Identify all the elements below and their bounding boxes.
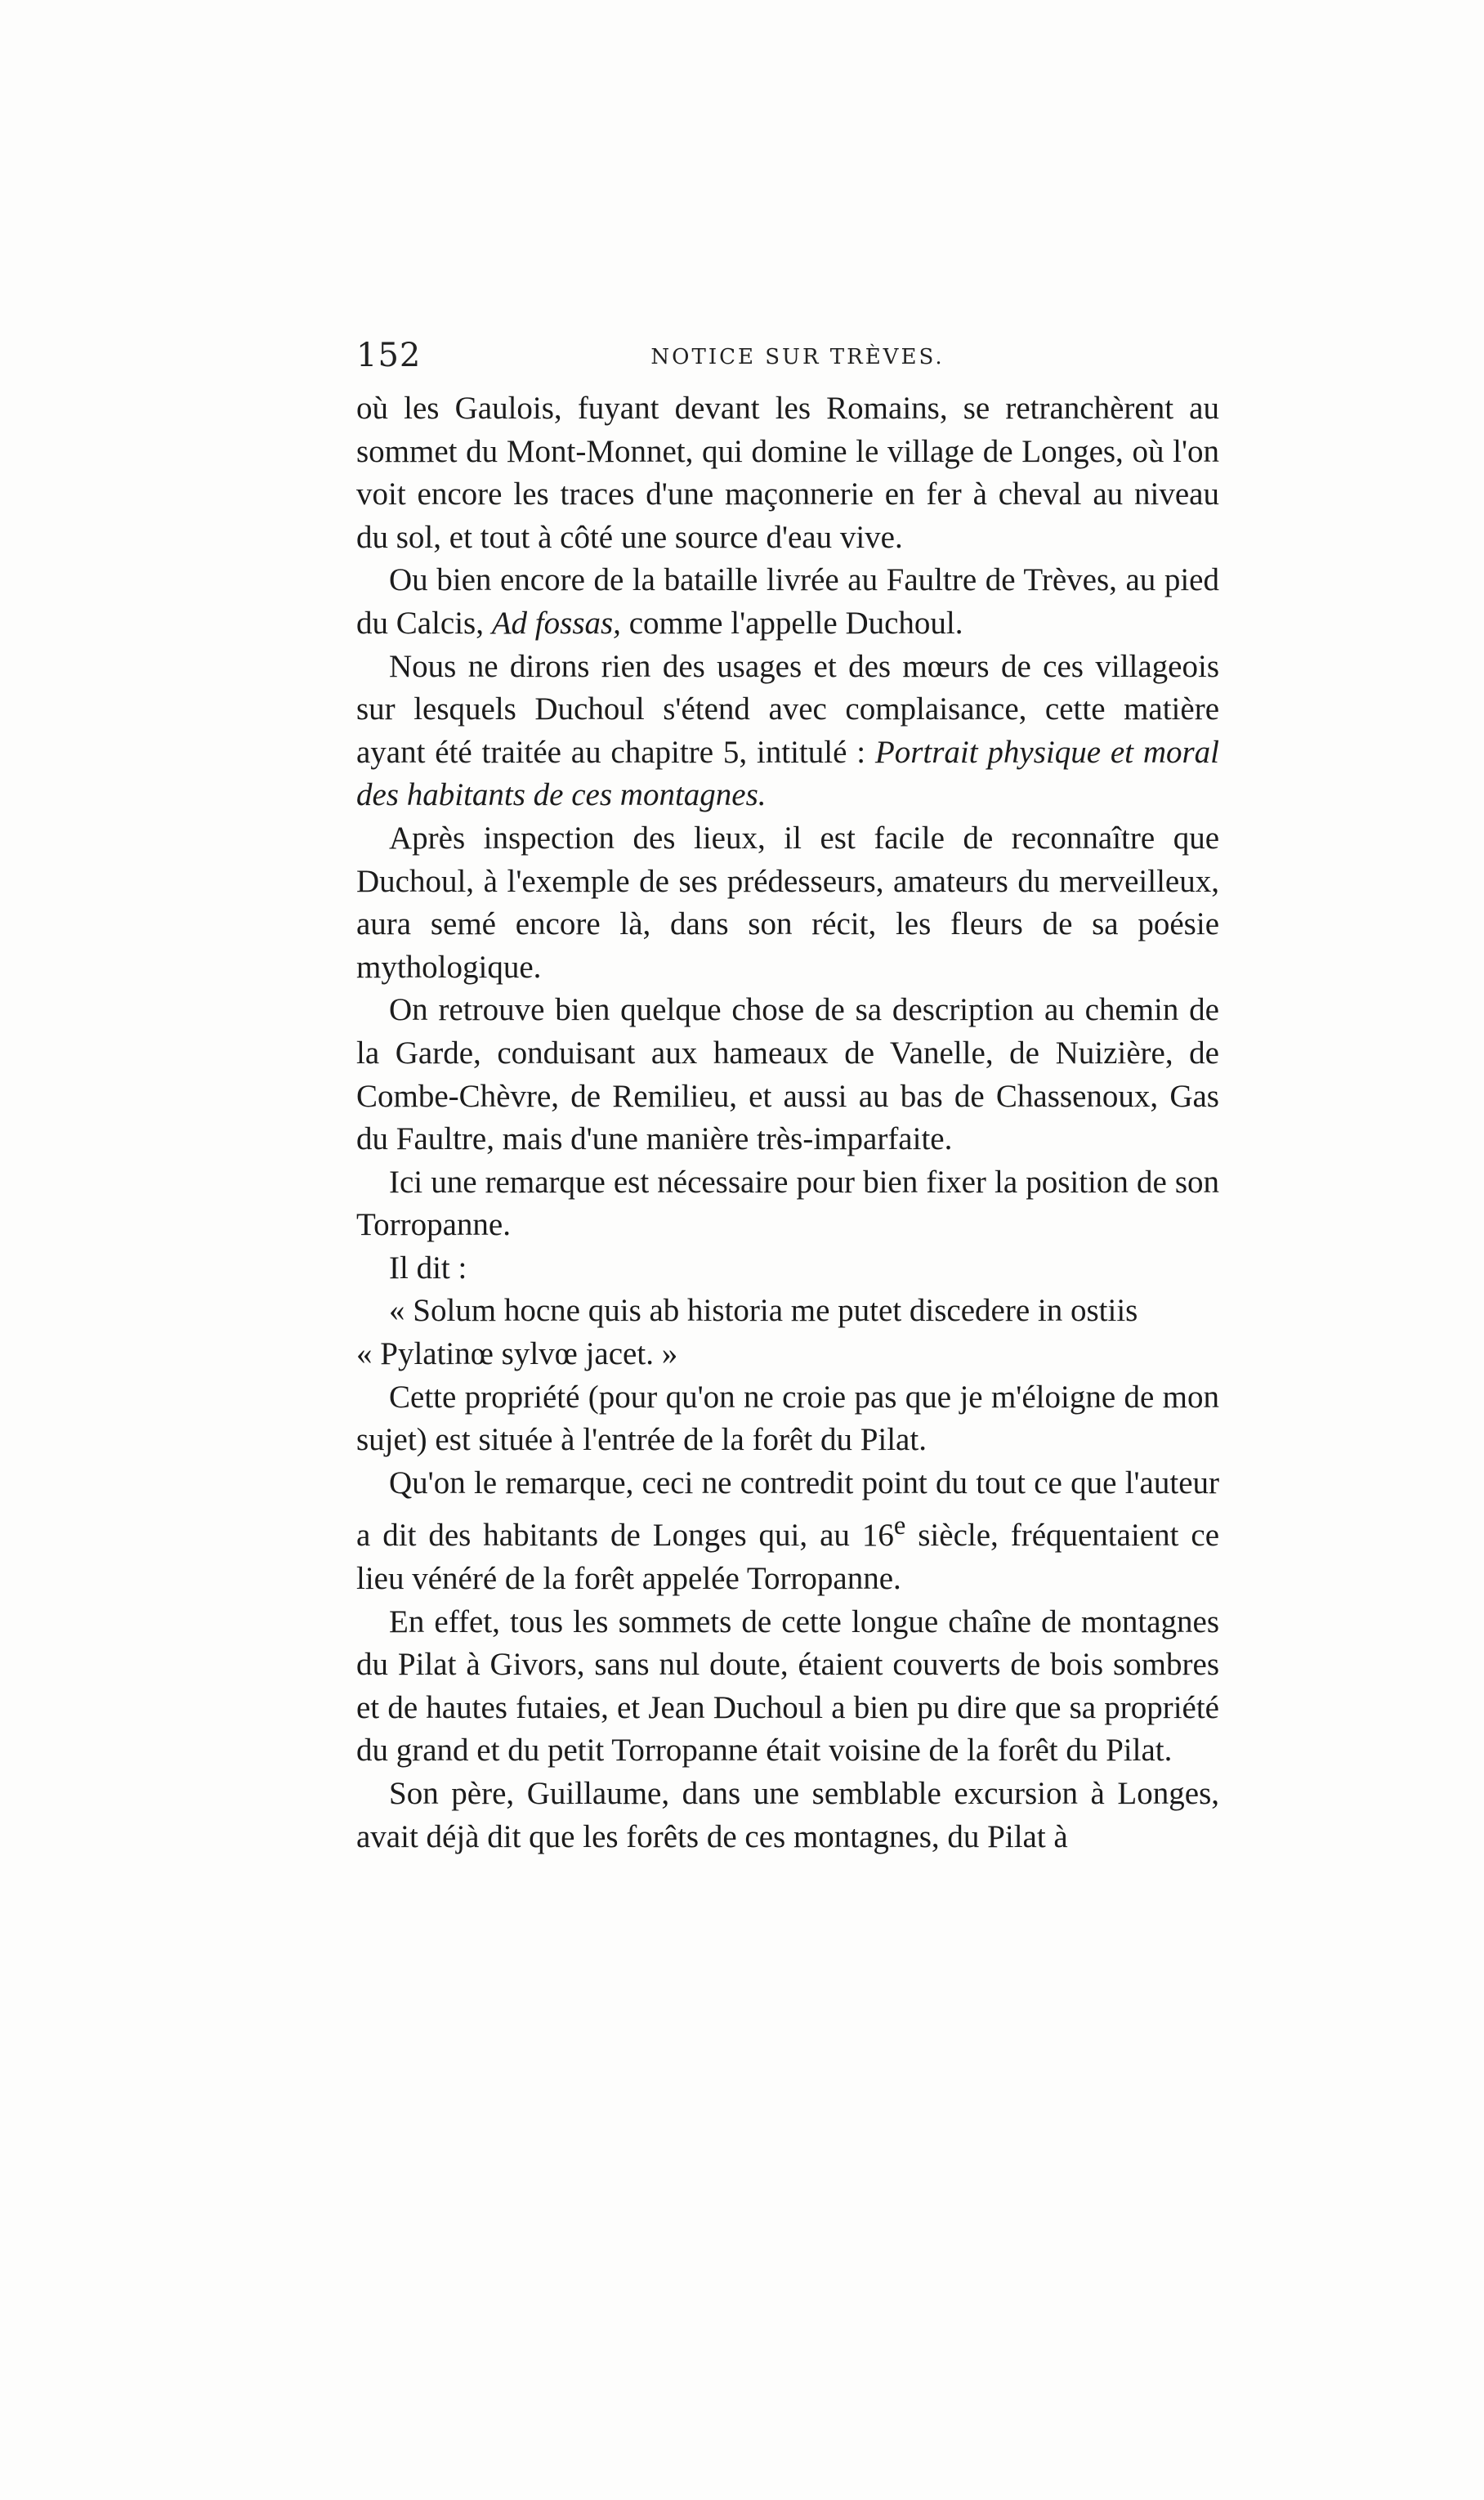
- paragraph-text: siècle, fréquentaient ce lieu vénéré de la forêt appelée Torropanne.: [356, 1518, 1220, 1597]
- body-text: [356, 387, 1219, 1858]
- paragraph-text: Ou bien encore de la bataille livrée au Faultre de Trèves, au pied du Calcis,: [356, 562, 1219, 641]
- italic-chapter-title: Portrait physique et moral des habitants de ces montagnes.: [356, 734, 1219, 813]
- superscript: e: [893, 1511, 906, 1541]
- paragraph-remarque-auteur: [356, 1462, 1219, 1601]
- paragraph-text: comme l'appelle Duchoul.: [620, 605, 963, 641]
- running-title: NOTICE SUR TRÈVES.: [650, 345, 945, 369]
- quotation-line: « Pylatinœ sylvœ jacet. »: [356, 1336, 678, 1372]
- paragraph-remarque: Ici une remarque est nécessaire pour bien fixer la position de son Torropanne.: [356, 1164, 1219, 1243]
- paragraph-en-effet: En effet, tous les sommets de cette longue chaîne de montagnes du Pilat à Givors, sans nul doute, étaient couverts de bois sombres et de hautes futaies, et Jean Duchoul a bien pu dire que sa propriété du grand et du petit Torropanne était voisine de la forêt du Pilat.: [356, 1603, 1219, 1769]
- paragraph-description: On retrouve bien quelque chose de sa description au chemin de la Garde, conduisant aux hameaux de Vanelle, de Nuizière, de Combe-Chèvre, de Remilieu, et aussi au bas de Chassenoux, Gas du Faultre, mais d'une manière très-imparfaite.: [356, 992, 1219, 1157]
- paragraph-propriete: Cette propriété (pour qu'on ne croie pas que je m'éloigne de mon sujet) est située à l'entrée de la forêt du Pilat.: [356, 1379, 1219, 1458]
- paragraph-inspection: Après inspection des lieux, il est facile de reconnaître que Duchoul, à l'exemple de ses prédesseurs, amateurs du merveilleux, aura semé encore là, dans son récit, les fleurs de sa poésie mythologique.: [356, 820, 1219, 985]
- paragraph-usages: [356, 646, 1219, 817]
- running-head: [356, 337, 1239, 386]
- paragraph-bataille: [356, 559, 1219, 645]
- paragraph-il-dit: Il dit :: [389, 1250, 467, 1286]
- paragraph-gaulois: où les Gaulois, fuyant devant les Romains, se retranchèrent au sommet du Mont-Monnet, qui domine le village de Longes, où l'on voit encore les traces d'une maçonnerie en fer à cheval au niveau du sol, et tout à côté une source d'eau vive.: [356, 391, 1219, 555]
- paragraph-text: Nous ne dirons rien des usages et des mœurs de ces villageois sur lesquels Duchoul s'étend avec complaisance, cette matière ayant été traitée au chapitre 5, intitulé :: [356, 648, 1219, 770]
- page-number: 152: [356, 337, 422, 374]
- italic-phrase: Ad fossas,: [491, 605, 621, 641]
- paragraph-text: Qu'on le remarque, ceci ne contredit point du tout ce que l'auteur a dit des habitants de Longes qui, au 16: [356, 1465, 1219, 1554]
- quotation-line: « Solum hocne quis ab historia me putet discedere in ostiis: [389, 1293, 1138, 1329]
- paragraph-son-pere: Son père, Guillaume, dans une semblable excursion à Longes, avait déjà dit que les forêts de ces montagnes, du Pilat à: [356, 1776, 1219, 1854]
- latin-quotation: [356, 1290, 1219, 1375]
